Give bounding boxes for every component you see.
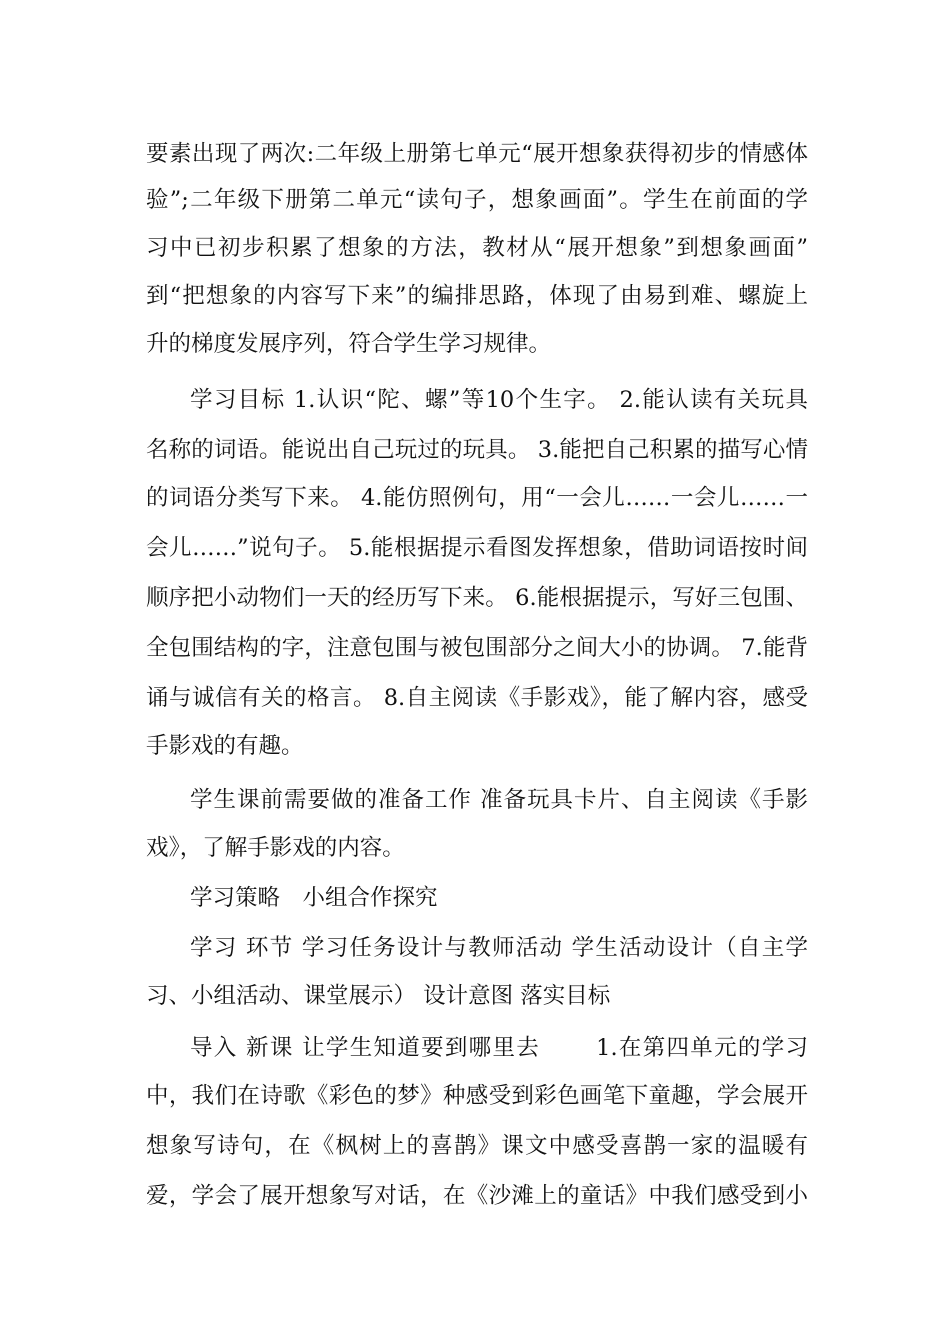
text-line: 习、小组活动、课堂展示） 设计意图 落实目标: [146, 983, 611, 1009]
text-line: 到“把想象的内容写下来”的编排思路，体现了由易到难、螺旋上: [146, 283, 808, 309]
text-line: 爱，学会了展开想象写对话，在《沙滩上的童话》中我们感受到小: [146, 1183, 808, 1209]
text-line: 中，我们在诗歌《彩色的梦》种感受到彩色画笔下童趣，学会展开: [146, 1083, 808, 1109]
text-line: 习中已初步积累了想象的方法，教材从“展开想象”到想象画面”: [146, 235, 808, 261]
text-line: 会儿……”说句子。 5.能根据提示看图发挥想象，借助词语按时间: [146, 535, 808, 561]
text-line: 学生课前需要做的准备工作 准备玩具卡片、自主阅读《手影: [190, 787, 808, 813]
text-line: 升的梯度发展序列，符合学生学习规律。: [146, 331, 552, 357]
text-line: 手影戏的有趣。: [146, 733, 304, 759]
text-line: 想象写诗句，在《枫树上的喜鹊》课文中感受喜鹊一家的温暖有: [146, 1133, 808, 1159]
text-line: 全包围结构的字，注意包围与被包围部分之间大小的协调。 7.能背: [146, 635, 808, 661]
text-line: 名称的词语。能说出自己玩过的玩具。 3.能把自己积累的描写心情: [146, 437, 808, 463]
text-line: 诵与诚信有关的格言。 8.自主阅读《手影戏》，能了解内容，感受: [146, 685, 808, 711]
text-line: 导入 新课 让学生知道要到哪里去 1.在第四单元的学习: [190, 1035, 808, 1061]
text-line: 学习 环节 学习任务设计与教师活动 学生活动设计（自主学: [190, 935, 808, 961]
text-line: 学习目标 1.认识“陀、螺”等10个生字。 2.能认读有关玩具: [190, 387, 808, 413]
text-line: 戏》，了解手影戏的内容。: [146, 835, 405, 861]
text-line: 要素出现了两次:二年级上册第七单元“展开想象获得初步的情感体: [146, 141, 808, 167]
text-line: 的词语分类写下来。 4.能仿照例句，用“一会儿……一会儿……一: [146, 485, 808, 511]
text-line: 顺序把小动物们一天的经历写下来。 6.能根据提示，写好三包围、: [146, 585, 808, 611]
text-line: 学习策略 小组合作探究: [190, 885, 438, 911]
text-line: 验”;二年级下册第二单元“读句子，想象画面”。学生在前面的学: [146, 187, 808, 213]
